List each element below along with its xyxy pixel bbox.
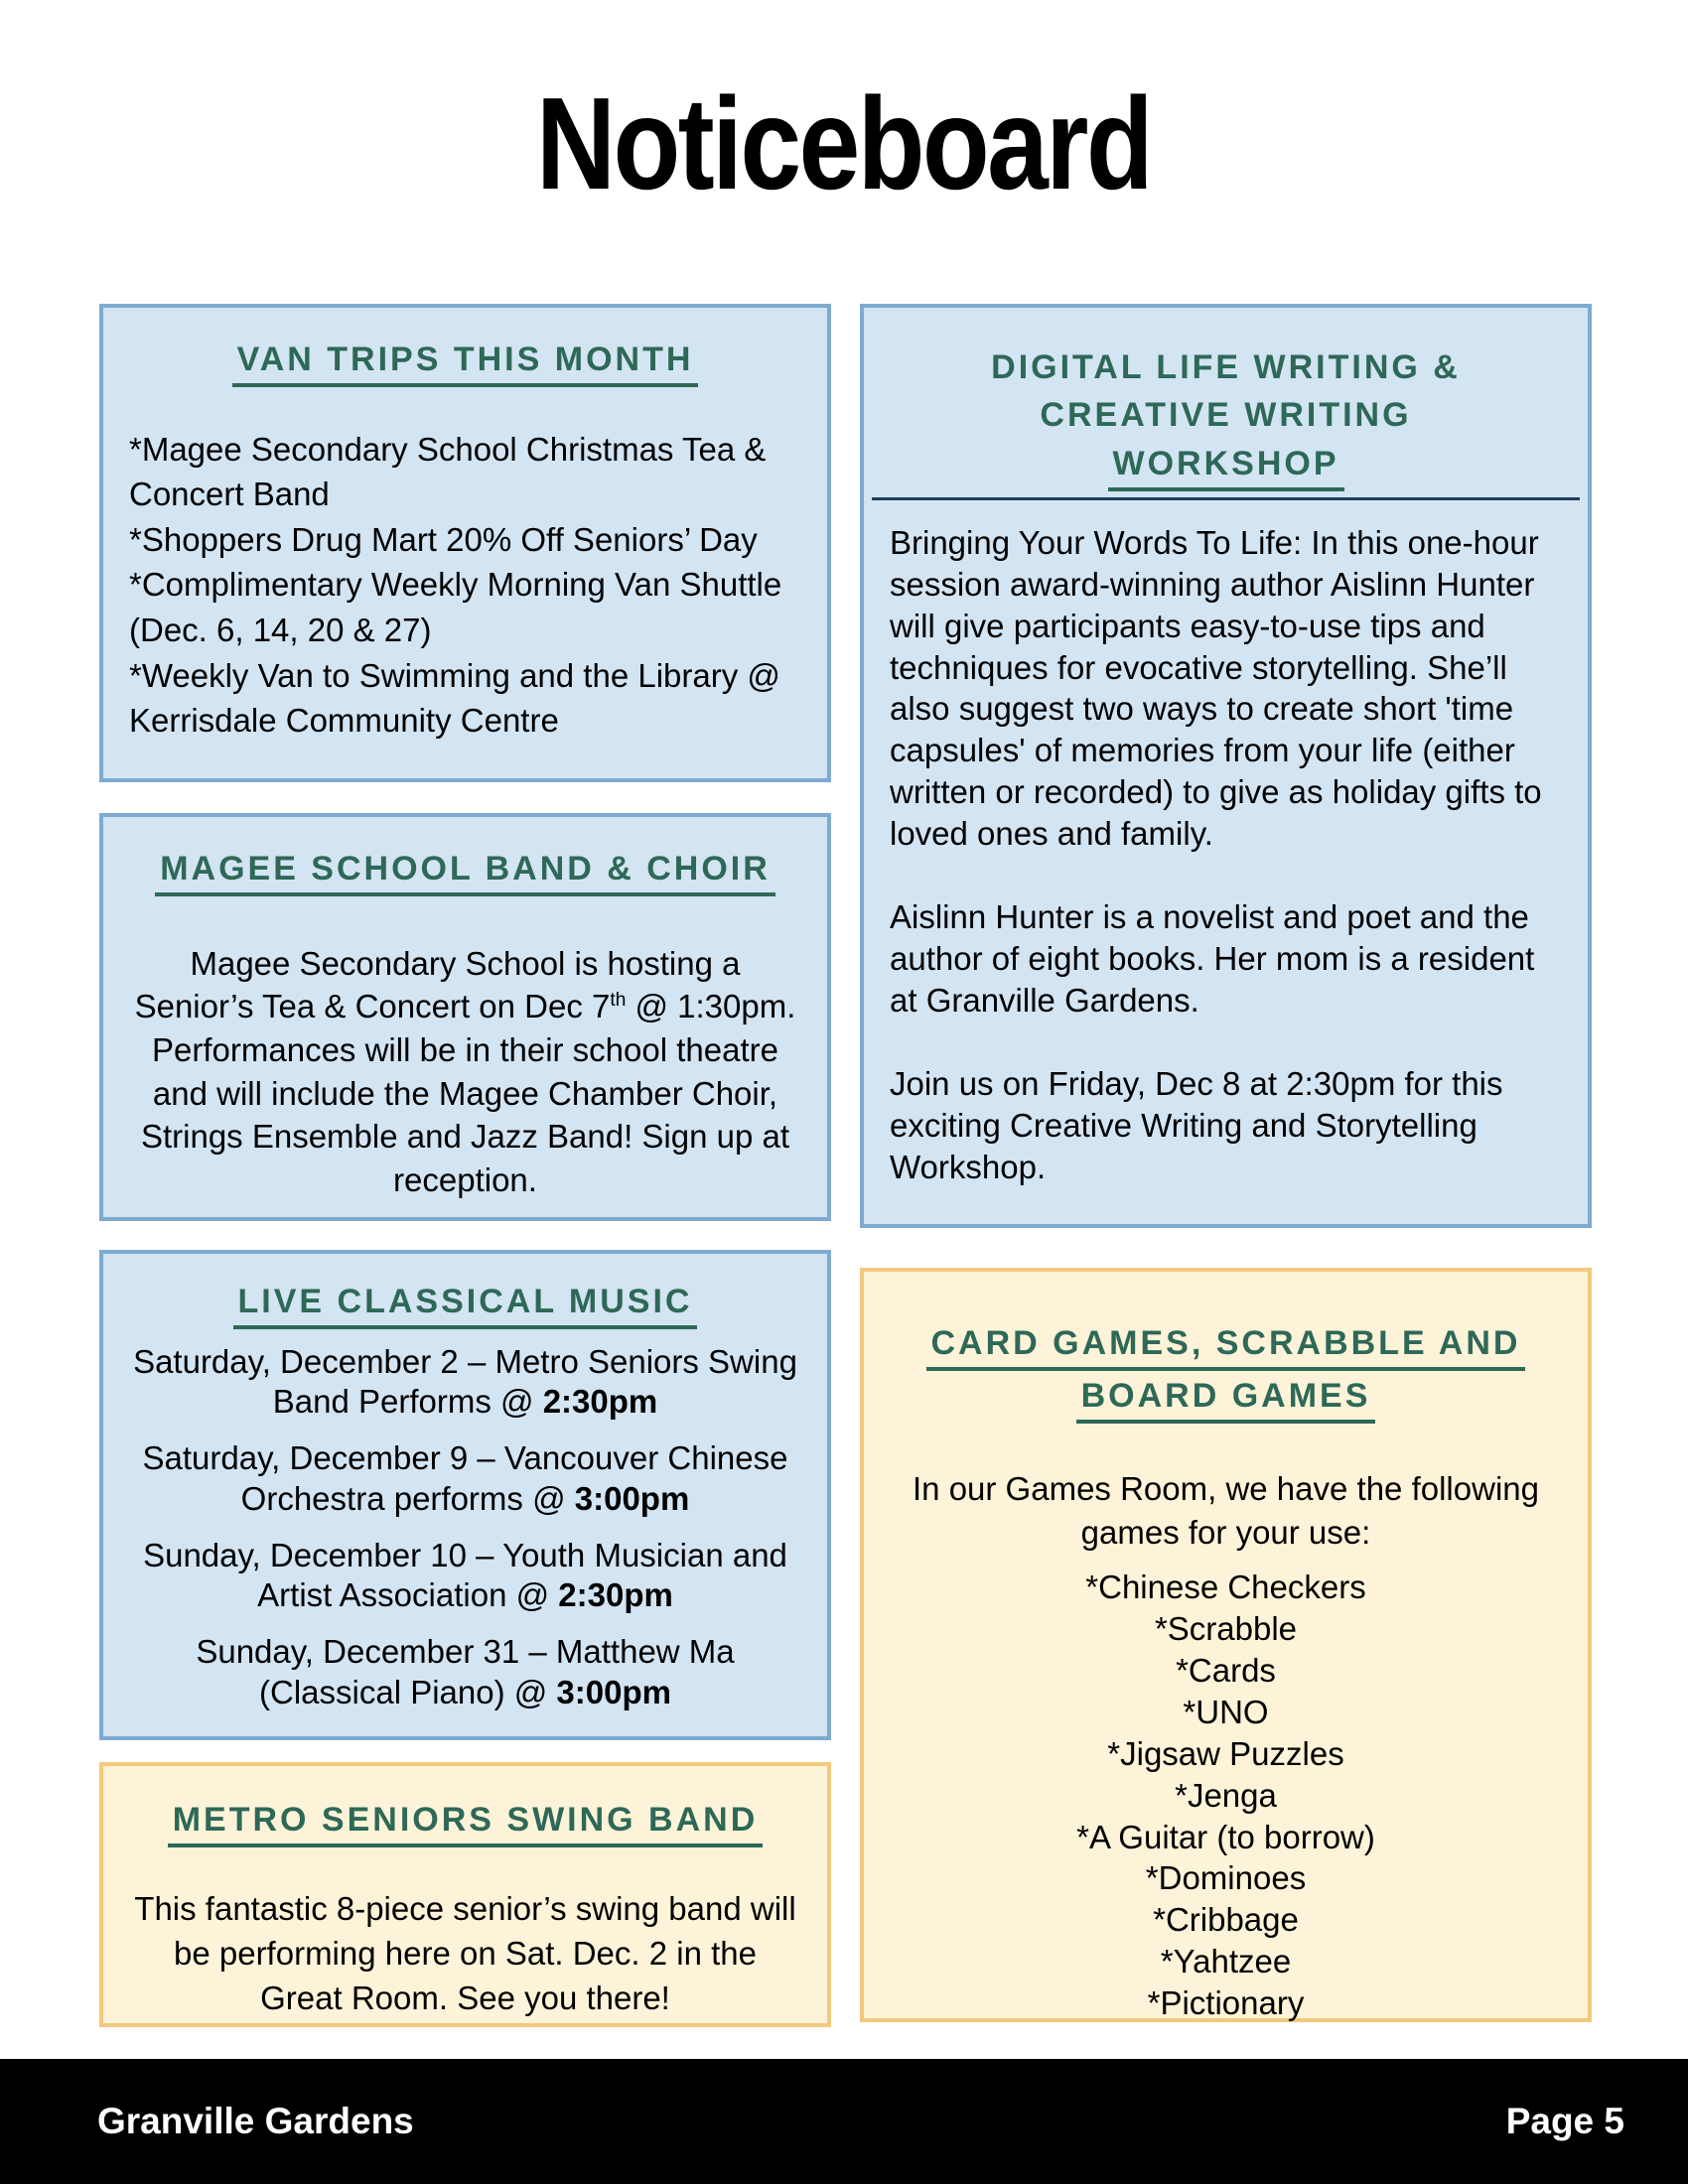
metro-swing-body: This fantastic 8-piece senior’s swing band will be performing here on Sat. Dec. 2 in the Great Room. See you there! — [134, 1889, 796, 2016]
page-title: Noticeboard — [536, 70, 1152, 216]
notice-box-live-music — [99, 1250, 831, 1740]
card-games-heading — [882, 1317, 1570, 1422]
game-item: *Jigsaw Puzzles — [1107, 1734, 1344, 1772]
heading-line: BOARD GAMES — [882, 1370, 1570, 1423]
game-item: *UNO — [1183, 1693, 1269, 1730]
event-time: 3:00pm — [556, 1673, 671, 1710]
heading-line: WORKSHOP — [882, 440, 1570, 487]
heading-line: CARD GAMES, SCRABBLE AND — [882, 1317, 1570, 1370]
van-trip-item: *Complimentary Weekly Morning Van Shuttle (Dec. 6, 14, 20 & 27) — [129, 566, 782, 649]
notice-box-magee-band — [99, 813, 831, 1221]
heading-divider-rule — [872, 497, 1580, 500]
game-item: *Chinese Checkers — [1085, 1569, 1366, 1606]
card-games-intro: In our Games Room, we have the following games for your use: — [913, 1470, 1539, 1552]
event-time: 2:30pm — [542, 1383, 658, 1421]
van-trip-item: *Weekly Van to Swimming and the Library @ Kerrisdale Community Centre — [129, 656, 780, 740]
game-item: *Pictionary — [1147, 1984, 1305, 2022]
page-title-container — [0, 71, 1688, 215]
event-item: Saturday, December 9 – Vancouver Chinese Orchestra performs @ 3:00pm — [142, 1439, 788, 1517]
magee-band-text: Magee Secondary School is hosting a Senior’s Tea & Concert on Dec 7 — [134, 944, 741, 1025]
paragraph: Bringing Your Words To Life: In this one-hour session award-winning author Aislinn Hunter will give participants easy-to-use tips and techniques for evocative storytelling. She’ll also suggest two ways to create short 'time capsules' of memories from your life (either written or recorded) to give as holiday gifts to loved ones and family. — [890, 523, 1542, 853]
digital-writing-heading — [882, 343, 1570, 487]
game-item: *Cribbage — [1153, 1901, 1299, 1939]
footer-left-text: Granville Gardens — [97, 2101, 414, 2141]
game-item: *Dominoes — [1145, 1859, 1307, 1897]
live-music-heading: LIVE CLASSICAL MUSIC — [121, 1280, 809, 1325]
event-item: Saturday, December 2 – Metro Seniors Swing Band Performs @ 2:30pm — [133, 1342, 797, 1421]
metro-swing-heading: METRO SENIORS SWING BAND — [121, 1798, 809, 1843]
game-item: *A Guitar (to borrow) — [1076, 1818, 1375, 1855]
game-item: *Jenga — [1175, 1776, 1277, 1814]
game-item: *Scrabble — [1154, 1610, 1298, 1648]
footer-page-number: Page 5 — [1505, 2101, 1624, 2141]
magee-band-body — [133, 942, 797, 1201]
notice-box-van-trips — [99, 304, 831, 782]
event-time: 2:30pm — [558, 1576, 673, 1614]
heading-line: DIGITAL LIFE WRITING & — [991, 348, 1461, 386]
van-trips-list — [129, 427, 801, 744]
event-item: Sunday, December 31 – Matthew Ma (Classical Piano) @ 3:00pm — [196, 1633, 735, 1710]
notice-box-metro-swing-band — [99, 1762, 831, 2027]
event-time: 3:00pm — [574, 1479, 690, 1517]
live-music-events — [103, 1342, 827, 1712]
page-footer — [0, 2059, 1688, 2184]
van-trips-heading: VAN TRIPS THIS MONTH — [121, 338, 809, 383]
paragraph: Join us on Friday, Dec 8 at 2:30pm for this exciting Creative Writing and Storytelling Workshop. — [890, 1064, 1503, 1185]
game-item: *Yahtzee — [1160, 1943, 1292, 1980]
van-trip-item: *Magee Secondary School Christmas Tea & Concert Band — [129, 430, 767, 513]
games-list — [864, 1567, 1588, 2024]
notice-box-card-games — [860, 1268, 1592, 2022]
paragraph: Aislinn Hunter is a novelist and poet and the author of eight books. Her mom is a resident at Granville Gardens. — [890, 898, 1535, 1019]
magee-band-text: @ 1:30pm. Performances will be in their school theatre and will include the Magee Chamber Choir, Strings Ensemble and Jazz Band! Sign up at reception. — [140, 988, 796, 1198]
event-item: Sunday, December 10 – Youth Musician and Artist Association @ 2:30pm — [143, 1536, 787, 1614]
game-item: *Cards — [1176, 1651, 1276, 1689]
heading-line: CREATIVE WRITING — [1040, 396, 1412, 435]
magee-band-heading: MAGEE SCHOOL BAND & CHOIR — [121, 847, 809, 892]
ordinal-superscript: th — [610, 990, 627, 1012]
digital-writing-body — [890, 522, 1562, 1188]
notice-box-digital-writing — [860, 304, 1592, 1228]
van-trip-item: *Shoppers Drug Mart 20% Off Seniors’ Day — [129, 520, 758, 558]
